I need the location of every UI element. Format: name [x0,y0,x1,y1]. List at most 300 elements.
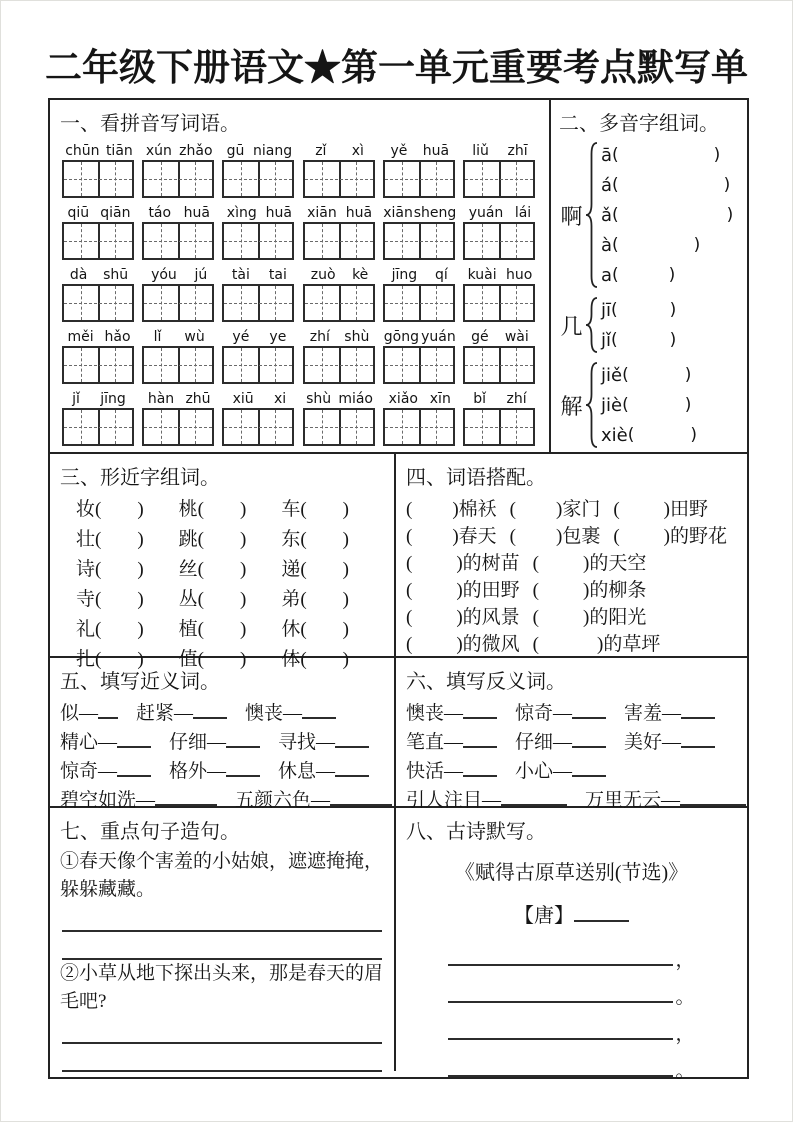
paren-blank [95,499,144,520]
pinyin-syllable: yé [232,329,250,345]
paren-close: ) [342,649,349,670]
word-with-dash: 笔直— [406,732,464,753]
collocation-item [613,521,727,548]
pinyin-word-unit [463,202,537,260]
paren-open: ( [612,175,619,195]
paren-close: ) [684,395,692,415]
pinyin-syllable: zǐ [315,143,327,159]
grid-dashed-line [144,303,212,304]
collocation-item [510,521,601,548]
character: 植 [178,619,198,640]
polyphonic-character: 几 [560,313,583,339]
pinyin-word-unit [463,326,537,384]
paren-open: ( [509,499,516,520]
synonym-item [245,698,336,725]
paren-close: ) [456,634,463,655]
answer-blank [226,735,260,748]
paren-close: ) [713,145,721,165]
writing-grid-box [463,346,535,384]
writing-grid-box [142,346,214,384]
pinyin-word-unit [62,140,136,198]
paren-close: ) [452,526,459,547]
pinyin-syllable: niang [252,143,293,159]
paren-open: ( [95,589,102,610]
word-with-dash: 害羞— [624,703,682,724]
answer-blank [330,793,392,806]
pinyin-syllable: zuò [310,267,336,283]
similar-char-item [179,494,282,521]
poem-title: 《赋得古原草送别(节选)》 [454,862,689,884]
pinyin-row [60,264,539,322]
collocation-item [510,494,601,521]
writing-grid-box [62,284,134,322]
similar-char-item [281,494,384,521]
grid-dashed-line [465,241,533,242]
paren-open: ( [406,553,413,574]
section-antonyms [396,658,747,811]
paren-close: ) [137,589,144,610]
character: 车 [281,499,301,520]
paren-close: ) [240,559,247,580]
pinyin-syllable: wài [504,329,529,345]
writing-blank-line [62,1016,382,1044]
paren-open: ( [406,634,413,655]
paren-blank [300,619,349,640]
answer-blank [335,735,369,748]
collocation-rows [406,494,737,656]
pinyin-syllable: ye [269,329,287,345]
paren-open: ( [406,580,413,601]
writing-grid-box [383,284,455,322]
pinyin-label [142,140,216,159]
pinyin-label: ā [601,144,613,166]
word-with-dash: 快活— [406,761,464,782]
word-with-dash: 仔细— [169,732,227,753]
grid-dashed-line [224,179,292,180]
antonym-item [515,698,606,725]
answer-blank [448,953,673,966]
writing-grid-box [303,408,375,446]
polyphonic-groups [559,140,741,450]
writing-grid-box [62,160,134,198]
collocation-word: 的野花 [670,526,728,547]
writing-grid-box [463,284,535,322]
paren-close: ) [240,529,247,550]
pinyin-syllable: kè [352,267,369,283]
paren-open: ( [627,425,635,445]
paren-close: ) [583,580,590,601]
paren-blank [95,589,144,610]
paren-open: ( [300,499,307,520]
answer-blank [448,1064,673,1077]
pinyin-syllable: huā [422,143,450,159]
pinyin-syllable: shū [103,267,129,283]
brace [585,297,598,353]
answer-blank [98,706,118,719]
pinyin-label [142,326,216,345]
paren-close: ) [137,649,144,670]
synonym-row [60,727,384,756]
paren-blank [406,607,463,628]
pinyin-label [142,388,216,407]
collocation-word: 包裹 [562,526,601,547]
word-with-dash: 惊奇— [515,703,573,724]
paren-close: ) [240,589,247,610]
pinyin-label [222,264,296,283]
pinyin-label [463,202,537,221]
pinyin-label [303,264,377,283]
collocation-item [533,602,647,629]
pinyin-syllable: xì [351,143,364,159]
writing-grid-box [383,408,455,446]
writing-grid-box [383,346,455,384]
polyphonic-item [601,420,697,450]
pinyin-label: jī [601,299,612,321]
grid-dashed-line [64,241,132,242]
paren-open: ( [612,205,619,225]
paren-blank [300,499,349,520]
character: 妆 [76,499,96,520]
character: 礼 [76,619,96,640]
paren-open: ( [612,235,619,255]
pinyin-label [383,264,457,283]
paren-open: ( [95,529,102,550]
writing-grid-box [62,222,134,260]
pinyin-label [303,326,377,345]
punctuation-mark: ， [675,1024,695,1045]
writing-grid-box [383,222,455,260]
poem-blank-line [406,1019,737,1045]
paren-close: ) [726,205,734,225]
collocation-word: 的风景 [462,607,520,628]
pinyin-label [303,202,377,221]
poem-lines [406,945,737,1082]
pinyin-syllable: huā [183,205,210,221]
collocation-item [406,629,520,656]
writing-grid-box [463,160,535,198]
paren-open: ( [95,559,102,580]
collocation-word: 的树苗 [462,553,520,574]
grid-dashed-line [385,303,453,304]
word-with-dash: 惊奇— [60,761,118,782]
collocation-word: 的微风 [462,634,520,655]
paren-open: ( [406,526,413,547]
paren-blank [613,526,670,547]
paren-open: ( [622,365,629,385]
paren-open: ( [300,649,307,670]
section-poem-dictation [396,808,747,1082]
antonym-item [515,756,606,783]
paren-open: ( [612,265,619,285]
collocation-word: 的阳光 [589,607,647,628]
pinyin-label: jiě [601,364,623,386]
polyphonic-items [601,140,733,290]
similar-char-item [281,584,384,611]
section2-heading: 二、多音字组词。 [559,113,719,135]
word-with-dash: 万里无云— [585,790,681,811]
polyphonic-item [601,200,733,230]
worksheet-table [48,98,749,1082]
grid-dashed-line [64,303,132,304]
paren-blank [300,589,349,610]
pinyin-label [383,388,457,407]
section-polyphonic-chars [551,100,747,452]
pinyin-label [463,388,537,407]
answer-blank [681,706,715,719]
paren-close: ) [342,589,349,610]
paren-open: ( [532,580,539,601]
writing-grid-box [142,284,214,322]
pinyin-syllable: xiǎo [388,391,418,407]
collocation-item [533,548,647,575]
paren-close: ) [668,265,676,285]
pinyin-syllable: huā [265,205,292,221]
antonym-item [406,756,497,783]
grid-dashed-line [465,427,533,428]
grid-dashed-line [305,427,373,428]
similar-char-item [76,614,179,641]
pinyin-label: à [601,234,613,256]
collocation-row [406,494,737,521]
writing-grid-box [62,408,134,446]
paren-open: ( [197,499,204,520]
grid-dashed-line [224,365,292,366]
pinyin-word-unit [222,264,296,322]
brace [585,142,598,288]
writing-grid-box [142,408,214,446]
pinyin-syllable: zhǎo [179,143,213,159]
writing-grid-box [383,160,455,198]
pinyin-label [222,140,296,159]
answer-blank [681,735,715,748]
grid-dashed-line [465,179,533,180]
pinyin-label [303,388,377,407]
paren-blank [300,559,349,580]
pinyin-word-unit [303,388,377,446]
collocation-item [406,575,520,602]
pinyin-label [142,264,216,283]
writing-blank-line [62,1044,382,1072]
answer-blank [448,1027,673,1040]
pinyin-syllable: xiān [307,205,337,221]
answer-blank [501,793,567,806]
pinyin-word-unit [222,388,296,446]
pinyin-word-unit [222,202,296,260]
pinyin-syllable: chūn [65,143,100,159]
polyphonic-items [601,360,697,450]
poem-blank-line [406,982,737,1008]
paren-blank [613,499,670,520]
collocation-word: 棉袄 [458,499,497,520]
poem-author-line [406,899,737,928]
paren-close: ) [690,425,698,445]
pinyin-label: ǎ [601,204,613,226]
pinyin-label [62,326,136,345]
section3-heading: 三、形近字组词。 [60,467,220,489]
paren-blank [533,553,590,574]
paren-blank [198,559,247,580]
collocation-word: 家门 [562,499,601,520]
paren-open: ( [613,499,620,520]
writing-blank-line [62,904,382,932]
paren-close: ) [137,529,144,550]
pinyin-label [303,140,377,159]
synonym-rows [60,698,384,814]
table-row-2 [50,452,747,670]
brace-icon [585,362,598,448]
pinyin-word-unit [142,264,216,322]
paren-blank [406,553,463,574]
pinyin-syllable: tiān [105,143,133,159]
answer-blank [463,735,497,748]
pinyin-syllable: měi [67,329,94,345]
paren-open: ( [613,526,620,547]
pinyin-label [463,326,537,345]
paren-open: ( [95,499,102,520]
paren-close: ) [669,330,677,350]
pinyin-syllable: zhū [185,391,211,407]
polyphonic-item [601,390,697,420]
punctuation-mark: 。 [675,987,695,1008]
paren-blank [95,619,144,640]
collocation-item [406,602,520,629]
grid-dashed-line [64,365,132,366]
answer-blank [463,706,497,719]
similar-char-item [179,554,282,581]
page-title: 二年级下册语文★第一单元重要考点默写单 [45,48,748,89]
grid-dashed-line [305,179,373,180]
writing-grid-box [463,408,535,446]
paren-close: ) [663,499,670,520]
polyphonic-item [601,295,676,325]
paren-open: ( [532,553,539,574]
grid-dashed-line [385,427,453,428]
word-with-dash: 小心— [515,761,573,782]
grid-dashed-line [465,303,533,304]
pinyin-label: xiè [601,424,628,446]
example-sentence: ①春天像个害羞的小姑娘，遮遮掩掩，躲躲藏藏。 [60,851,384,900]
polyphonic-group [559,140,741,290]
paren-open: ( [622,395,629,415]
pinyin-syllable: huo [505,267,533,283]
paren-blank [95,529,144,550]
similar-char-item [76,554,179,581]
word-with-dash: 休息— [278,761,336,782]
writing-grid-box [303,346,375,384]
antonym-item [515,727,606,754]
grid-dashed-line [224,303,292,304]
polyphonic-item [601,140,733,170]
paren-blank [406,634,463,655]
table-row-3 [50,656,747,811]
word-with-dash: 懊丧— [406,703,464,724]
pinyin-row [60,202,539,260]
pinyin-word-unit [303,202,377,260]
writing-grid-box [463,222,535,260]
collocation-word: 的柳条 [589,580,647,601]
collocation-row [406,548,737,575]
paren-open: ( [197,529,204,550]
pinyin-syllable: shù [344,329,370,345]
pinyin-label [62,264,136,283]
paren-close: ) [240,649,247,670]
brace [585,362,598,448]
paren-open: ( [197,619,204,640]
collocation-item [613,494,708,521]
section-sentence-making [50,808,396,1071]
collocation-item [533,575,647,602]
pinyin-syllable: liǔ [472,143,489,159]
pinyin-syllable: gōng [383,329,419,345]
grid-dashed-line [144,241,212,242]
pinyin-syllable: yuán [468,205,504,221]
antonym-row [406,727,737,756]
answer-blank [117,735,151,748]
character: 跳 [178,529,198,550]
character: 递 [281,559,301,580]
pinyin-word-unit [463,388,537,446]
polyphonic-character: 解 [560,393,583,419]
character: 休 [281,619,301,640]
antonym-row [406,756,737,785]
grid-dashed-line [465,365,533,366]
word-with-dash: 精心— [60,732,118,753]
polyphonic-item [601,260,733,290]
paren-open: ( [197,559,204,580]
paren-close: ) [342,559,349,580]
paren-open: ( [95,649,102,670]
sentence-blocks [60,848,384,1072]
antonym-item [406,698,497,725]
pinyin-syllable: lǐ [153,329,162,345]
pinyin-syllable: tai [268,267,287,283]
character: 诗 [76,559,96,580]
pinyin-word-unit [383,388,457,446]
answer-blank [448,990,673,1003]
pinyin-word-unit [383,326,457,384]
word-with-dash: 懊丧— [245,703,303,724]
writing-grid-box [142,160,214,198]
character: 寺 [76,589,96,610]
paren-blank [198,529,247,550]
pinyin-syllable: kuài [467,267,497,283]
writing-grid-box [62,346,134,384]
paren-close: ) [669,300,677,320]
paren-open: ( [300,559,307,580]
pinyin-word-unit [62,264,136,322]
poem-author-blank [574,909,629,922]
word-with-dash: 寻找— [278,732,336,753]
paren-close: ) [342,499,349,520]
pinyin-row [60,326,539,384]
answer-blank [680,793,746,806]
paren-blank [95,559,144,580]
grid-dashed-line [305,241,373,242]
pinyin-syllable: zhī [507,143,528,159]
grid-dashed-line [224,427,292,428]
punctuation-mark: ， [675,950,695,971]
answer-blank [572,735,606,748]
collocation-row [406,521,737,548]
similar-char-item [179,524,282,551]
pinyin-syllable: táo [148,205,172,221]
synonym-item [60,756,151,783]
word-with-dash: 格外— [169,761,227,782]
synonym-item [278,756,369,783]
pinyin-label [222,202,296,221]
pinyin-label: jiè [601,394,623,416]
paren-open: ( [300,619,307,640]
